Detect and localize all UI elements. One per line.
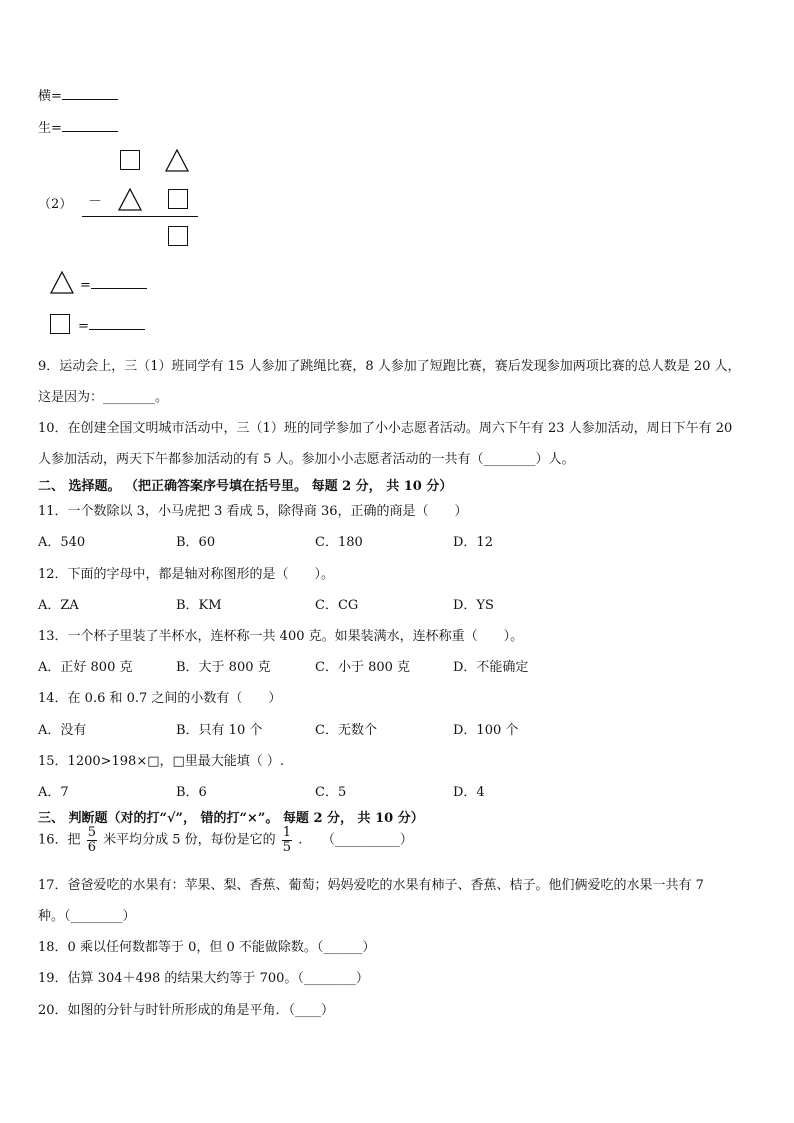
square-icon: [120, 150, 140, 170]
q13-option-a[interactable]: A．正好 800 克: [38, 660, 133, 675]
square-icon: [168, 226, 188, 246]
section-3-heading: 三、 判断题（对的打“√”， 错的打“×”。 每题 2 分， 共 10 分）: [38, 811, 424, 826]
square-equation: [78, 319, 145, 334]
q17-line2: 种。（________）: [38, 909, 136, 924]
q14-option-a[interactable]: A．没有: [38, 723, 87, 738]
fraction-one-fifth: [282, 826, 292, 855]
q13-stem: 13．一个杯子里装了半杯水，连杯称一共 400 克。如果装满水，连杯称重（ ）。: [38, 629, 524, 644]
q11-option-c[interactable]: C．180: [315, 535, 363, 550]
heng-label: 横=: [38, 89, 62, 104]
sheng-label: 生=: [38, 121, 62, 136]
q14-option-b[interactable]: B．只有 10 个: [176, 723, 263, 738]
q9-line1: 9．运动会上，三（1）班同学有 15 人参加了跳绳比赛，8 人参加了短跑比赛，赛后发现参加两项比赛的总人数是 20 人，: [38, 359, 741, 374]
triangle-icon: [118, 188, 142, 211]
square-answer-blank[interactable]: [89, 319, 145, 330]
triangle-answer-blank[interactable]: [91, 278, 147, 289]
q12-option-a[interactable]: A．ZA: [38, 598, 79, 613]
q12-option-c[interactable]: C．CG: [315, 598, 359, 613]
q12-option-b[interactable]: B．KM: [176, 598, 222, 613]
sheng-answer-blank[interactable]: [62, 121, 118, 132]
q16-prefix: 16．把: [38, 832, 81, 848]
square-icon: [50, 314, 70, 334]
subtraction-line: [82, 216, 198, 217]
q10-line2: 人参加活动，两天下午都参加活动的有 5 人。参加小小志愿者活动的一共有（________）人。: [38, 452, 575, 467]
q9-line2: 这是因为：________。: [38, 390, 169, 405]
q11-stem: 11．一个数除以 3，小马虎把 3 看成 5，除得商 36，正确的商是（ ）: [38, 504, 468, 519]
q15-option-d[interactable]: D．4: [453, 785, 485, 800]
minus-sign: －: [88, 194, 102, 210]
q14-option-c[interactable]: C．无数个: [315, 723, 377, 738]
q14-option-d[interactable]: D．100 个: [453, 723, 519, 738]
q18-line: 18．0 乘以任何数都等于 0，但 0 不能做除数。（______）: [38, 940, 376, 955]
triangle-icon: [165, 149, 189, 172]
q19-line: 19．估算 304＋498 的结果大约等于 700。（________）: [38, 971, 369, 986]
q16-middle: 米平均分成 5 份，每份是它的: [103, 832, 276, 848]
fraction-numerator: 1: [282, 825, 292, 840]
heng-line: [38, 85, 118, 104]
sheng-line: [38, 117, 118, 136]
q12-option-d[interactable]: D．YS: [453, 598, 494, 613]
q13-option-c[interactable]: C．小于 800 克: [315, 660, 411, 675]
q15-option-a[interactable]: A．7: [38, 785, 69, 800]
part-label: （2）: [38, 197, 73, 212]
fraction-five-sixths: [87, 826, 97, 855]
heng-answer-blank[interactable]: [62, 89, 118, 100]
q16-suffix: . （__________）: [298, 832, 413, 848]
fraction-denominator: 5: [282, 840, 292, 855]
q13-option-b[interactable]: B．大于 800 克: [176, 660, 271, 675]
q12-stem: 12．下面的字母中，都是轴对称图形的是（ ）。: [38, 567, 335, 582]
q17-line1: 17．爸爸爱吃的水果有：苹果、梨、香蕉、葡萄；妈妈爱吃的水果有柿子、香蕉、桔子。他们俩爱吃的水果一共有 7: [38, 878, 704, 893]
q15-option-c[interactable]: C．5: [315, 785, 347, 800]
q15-stem: 15．1200>198×□，□里最大能填（ ）.: [38, 754, 285, 769]
q14-stem: 14．在 0.6 和 0.7 之间的小数有（ ）: [38, 691, 282, 706]
q13-option-d[interactable]: D．不能确定: [453, 660, 529, 675]
triangle-equation: [80, 278, 147, 293]
q20-line: 20．如图的分针与时针所形成的角是平角．（____）: [38, 1003, 335, 1018]
q15-option-b[interactable]: B．6: [176, 785, 207, 800]
q11-option-d[interactable]: D．12: [453, 535, 493, 550]
equals-sign: =: [80, 278, 91, 293]
fraction-numerator: 5: [87, 825, 96, 840]
q10-line1: 10．在创建全国文明城市活动中，三（1）班的同学参加了小小志愿者活动。周六下午有 23 人参加活动，周日下午有 20: [38, 421, 733, 436]
q16-line: [38, 826, 413, 855]
triangle-icon: [50, 271, 74, 294]
equals-sign: =: [78, 319, 89, 334]
square-icon: [168, 189, 188, 209]
q11-option-b[interactable]: B．60: [176, 535, 216, 550]
fraction-denominator: 6: [87, 840, 96, 855]
section-2-heading: 二、 选择题。 （把正确答案序号填在括号里。 每题 2 分， 共 10 分）: [38, 479, 453, 494]
q11-option-a[interactable]: A．540: [38, 535, 86, 550]
